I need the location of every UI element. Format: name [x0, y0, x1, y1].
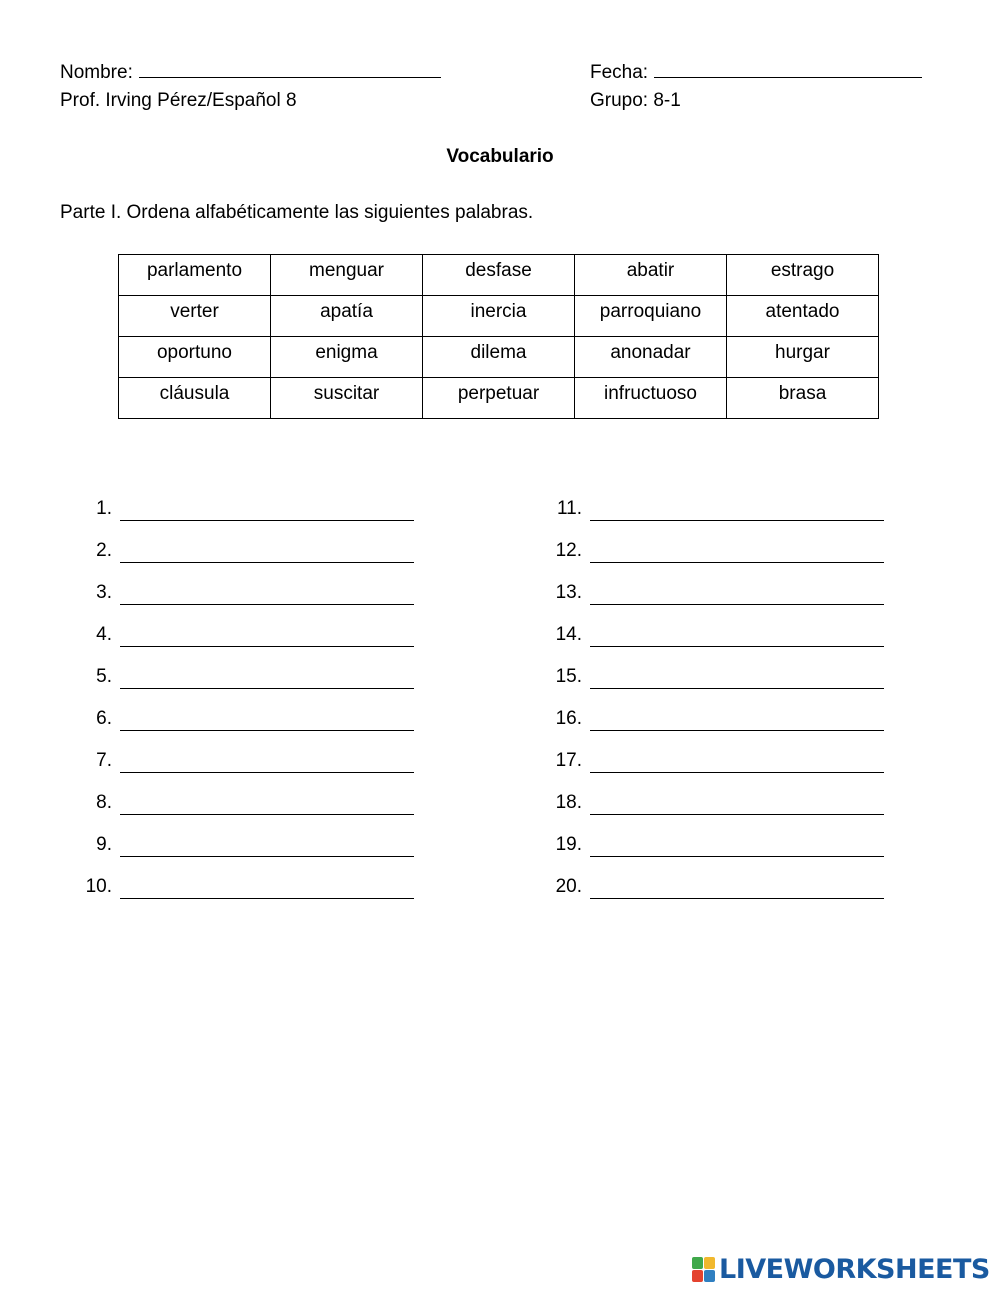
answer-number: 15.	[555, 666, 582, 687]
answer-blank[interactable]	[120, 750, 414, 773]
answer-blank[interactable]	[590, 834, 884, 857]
answer-blank[interactable]	[120, 582, 414, 605]
answer-row	[60, 792, 414, 834]
vocabulary-word: desfase	[423, 255, 575, 296]
answer-blank[interactable]	[590, 666, 884, 689]
vocabulary-word: inercia	[423, 296, 575, 337]
answer-blank[interactable]	[120, 624, 414, 647]
answer-row	[530, 582, 884, 624]
answer-number: 2.	[96, 540, 112, 561]
vocabulary-word: menguar	[271, 255, 423, 296]
answer-blank[interactable]	[120, 498, 414, 521]
answer-number: 9.	[96, 834, 112, 855]
answer-blank[interactable]	[120, 834, 414, 857]
vocabulary-word: brasa	[727, 378, 879, 419]
answer-number: 17.	[555, 750, 582, 771]
nombre-label: Nombre:	[60, 62, 133, 83]
answer-row	[530, 498, 884, 540]
liveworksheets-logo-icon	[692, 1257, 716, 1283]
grupo-text: Grupo: 8-1	[590, 90, 681, 111]
answer-row	[60, 708, 414, 750]
answer-row	[530, 624, 884, 666]
fecha-field[interactable]	[590, 62, 922, 84]
vocabulary-word: abatir	[575, 255, 727, 296]
answer-blank[interactable]	[590, 708, 884, 731]
answer-row	[530, 540, 884, 582]
table-row	[119, 378, 879, 419]
answer-number: 7.	[96, 750, 112, 771]
answer-column-right	[530, 498, 884, 918]
answer-row	[60, 582, 414, 624]
vocabulary-word: oportuno	[119, 337, 271, 378]
vocabulary-word: perpetuar	[423, 378, 575, 419]
answer-blank[interactable]	[590, 582, 884, 605]
answer-blank[interactable]	[590, 792, 884, 815]
table-row	[119, 296, 879, 337]
answer-blank[interactable]	[590, 540, 884, 563]
answer-blank[interactable]	[120, 666, 414, 689]
answer-blank[interactable]	[120, 792, 414, 815]
answer-number: 3.	[96, 582, 112, 603]
vocabulary-word: dilema	[423, 337, 575, 378]
answer-number: 1.	[96, 498, 112, 519]
fecha-label: Fecha:	[590, 62, 649, 83]
answer-blank[interactable]	[120, 540, 414, 563]
answer-row	[530, 834, 884, 876]
answer-row	[530, 876, 884, 918]
answer-number: 10.	[85, 876, 112, 897]
table-row	[119, 337, 879, 378]
answer-row	[60, 666, 414, 708]
vocabulary-word: anonadar	[575, 337, 727, 378]
liveworksheets-logo	[692, 1254, 990, 1285]
nombre-field[interactable]	[60, 62, 441, 84]
answer-row	[60, 750, 414, 792]
answer-number: 4.	[96, 624, 112, 645]
nombre-blank[interactable]	[139, 63, 441, 78]
page-title: Vocabulario	[446, 146, 554, 167]
answer-row	[60, 498, 414, 540]
profesor-text: Prof. Irving Pérez/Español 8	[60, 90, 297, 111]
vocabulary-word: cláusula	[119, 378, 271, 419]
answer-number: 5.	[96, 666, 112, 687]
answer-number: 19.	[555, 834, 582, 855]
answer-number: 13.	[555, 582, 582, 603]
fecha-blank[interactable]	[654, 63, 922, 78]
table-row	[119, 255, 879, 296]
vocabulary-word: estrago	[727, 255, 879, 296]
answer-number: 8.	[96, 792, 112, 813]
answer-number: 16.	[555, 708, 582, 729]
vocabulary-word: hurgar	[727, 337, 879, 378]
vocabulary-word: apatía	[271, 296, 423, 337]
answer-row	[530, 666, 884, 708]
answer-blank[interactable]	[120, 876, 414, 899]
answer-row	[530, 708, 884, 750]
answer-column-left	[60, 498, 414, 918]
answer-number: 11.	[556, 498, 582, 519]
vocabulary-word: infructuoso	[575, 378, 727, 419]
answer-blank[interactable]	[120, 708, 414, 731]
answer-row	[60, 540, 414, 582]
answer-blank[interactable]	[590, 750, 884, 773]
answer-number: 6.	[96, 708, 112, 729]
vocabulary-word: verter	[119, 296, 271, 337]
answer-row	[60, 876, 414, 918]
vocabulary-word: suscitar	[271, 378, 423, 419]
answer-blank[interactable]	[590, 624, 884, 647]
logo-text: LIVEWORKSHEETS	[719, 1254, 990, 1285]
instruction-text: Parte I. Ordena alfabéticamente las siguientes palabras.	[60, 202, 534, 223]
answer-row	[60, 624, 414, 666]
answer-blank[interactable]	[590, 498, 884, 521]
answer-row	[530, 750, 884, 792]
answer-row	[530, 792, 884, 834]
answer-blank[interactable]	[590, 876, 884, 899]
answer-number: 20.	[555, 876, 582, 897]
answer-number: 12.	[555, 540, 582, 561]
vocabulary-word: parroquiano	[575, 296, 727, 337]
answer-number: 18.	[555, 792, 582, 813]
vocabulary-word: atentado	[727, 296, 879, 337]
vocabulary-word: enigma	[271, 337, 423, 378]
vocabulary-word: parlamento	[119, 255, 271, 296]
answer-row	[60, 834, 414, 876]
answer-number: 14.	[555, 624, 582, 645]
vocabulary-table	[118, 254, 879, 419]
